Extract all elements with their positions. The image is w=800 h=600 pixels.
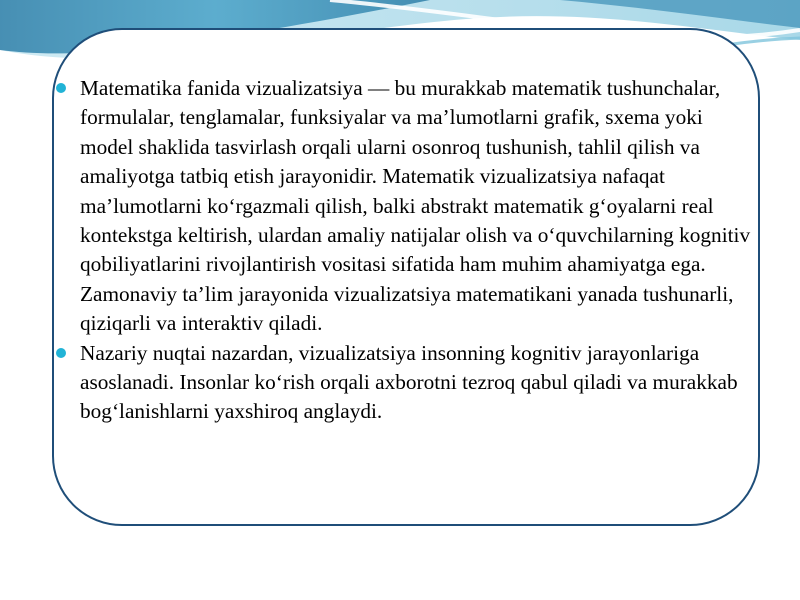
bullet-text: Matematika fanida vizualizatsiya — bu murakkab matematik tushunchalar, formulalar, tenglamalar, funksiyalar va ma’lumotlarni grafik, sxema yoki model shaklida tasvirlash orqali ularni osonroq tushunish, tahlil qilish va amaliyotga tatbiq etish jarayonidir. Matematik vizualizatsiya nafaqat ma’lumotlarni ko‘rgazmali qilish, balki abstrakt matematik g‘oyalarni real kontekstga keltirish, ulardan amaliy natijalar olish va o‘quvchilarning kognitiv qobiliyatlarini rivojlantirish vositasi sifatida ham muhim ahamiyatga ega. Zamonaviy ta’lim jarayonida vizualizatsiya matematikani yanada tushunarli, qiziqarli va interaktiv qiladi. <box>80 76 751 336</box>
bullet-dot-icon <box>56 83 66 93</box>
bullet-item-1 <box>56 74 756 339</box>
bullet-item-2 <box>56 339 756 427</box>
bullet-list <box>56 74 756 427</box>
bullet-text: Nazariy nuqtai nazardan, vizualizatsiya insonning kognitiv jarayonlariga asoslanadi. Insonlar ko‘rish orqali axborotni tezroq qabul qiladi va murakkab bog‘lanishlarni yaxshiroq anglaydi. <box>80 340 738 424</box>
bullet-dot-icon <box>56 348 66 358</box>
